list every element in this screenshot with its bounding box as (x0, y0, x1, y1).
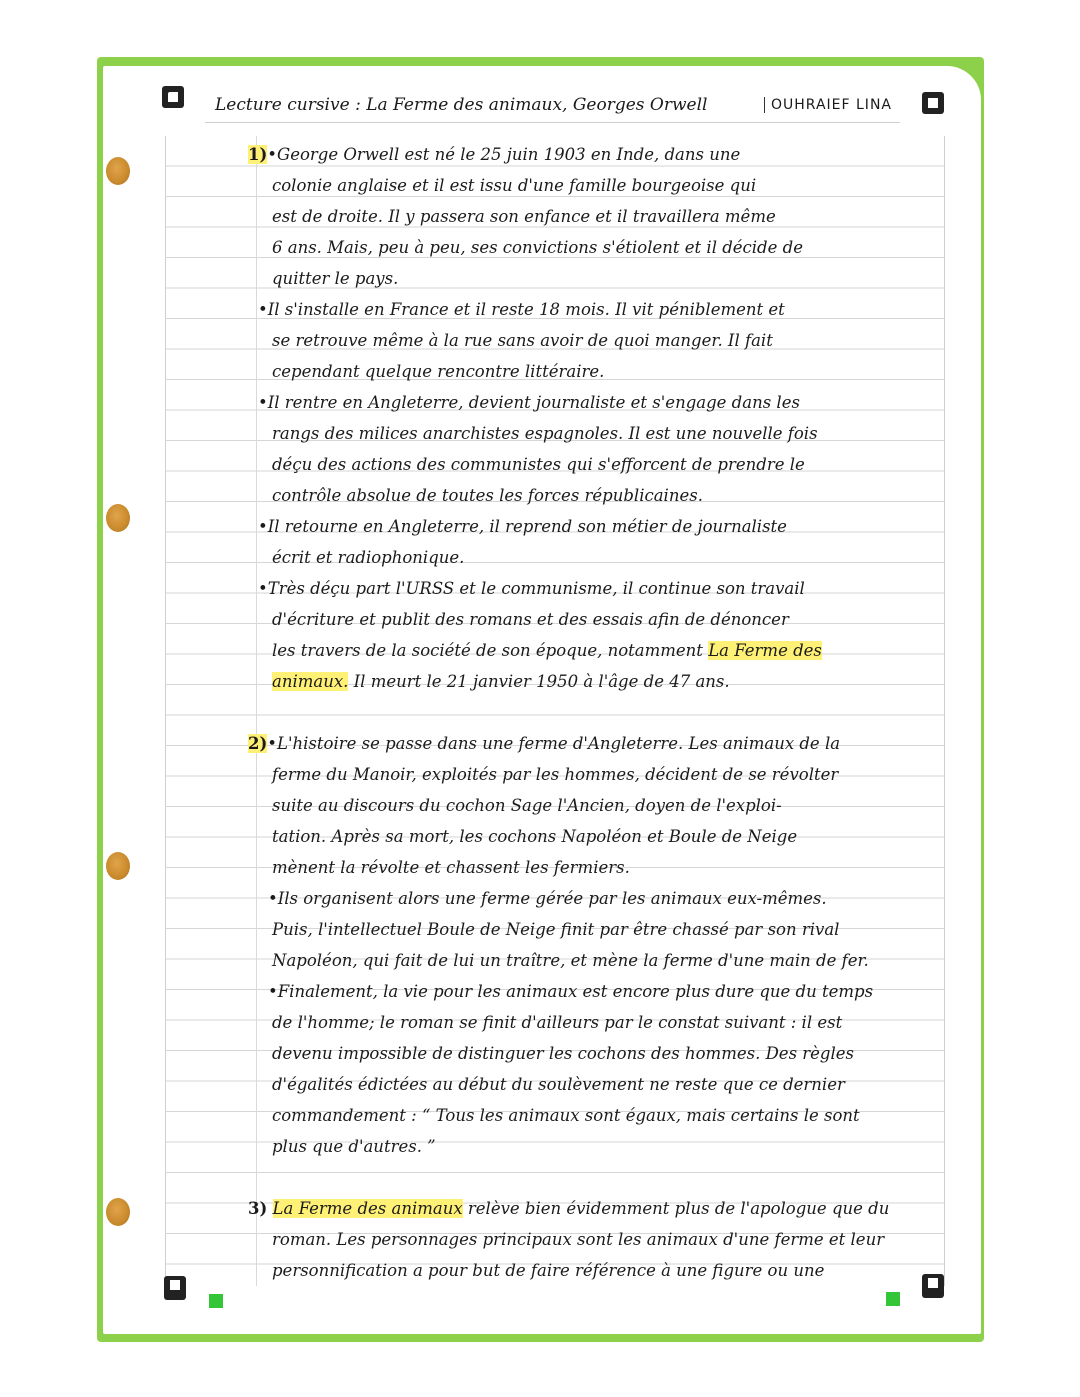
text-line: déçu des actions des communistes qui s'efforcent de prendre le (272, 455, 805, 474)
text-line: d'égalités édictées au début du soulèvement ne reste que ce dernier (272, 1075, 845, 1094)
page-header (205, 88, 900, 123)
text-line: 2)•L'histoire se passe dans une ferme d'Angleterre. Les animaux de la (248, 734, 841, 753)
text-line: •Il rentre en Angleterre, devient journaliste et s'engage dans les (258, 393, 800, 412)
text-line: personnification a pour but de faire référence à une figure ou une (272, 1261, 825, 1280)
page-title: Lecture cursive : La Ferme des animaux, Georges Orwell (215, 95, 708, 115)
corner-marker-top-right-icon (922, 92, 944, 114)
text-line: •Il s'installe en France et il reste 18 mois. Il vit péniblement et (258, 300, 785, 319)
text-line: devenu impossible de distinguer les cochons des hommes. Des règles (272, 1044, 855, 1063)
text-line: •Finalement, la vie pour les animaux est encore plus dure que du temps (268, 982, 874, 1001)
text-line: mènent la révolte et chassent les fermiers. (272, 858, 630, 877)
binder-hole (106, 504, 130, 532)
text-line: ferme du Manoir, exploités par les hommes, décident de se révolter (272, 765, 839, 784)
binder-hole (106, 1198, 130, 1226)
text-line: •Très déçu part l'URSS et le communisme, il continue son travail (258, 579, 805, 598)
text-line: les travers de la société de son époque, notamment La Ferme des (272, 641, 822, 660)
text-line: se retrouve même à la rue sans avoir de quoi manger. Il fait (272, 331, 773, 350)
text-line: colonie anglaise et il est issu d'une famille bourgeoise qui (272, 176, 757, 195)
text-line: contrôle absolue de toutes les forces républicaines. (272, 486, 703, 505)
binder-hole (106, 852, 130, 880)
text-line: Puis, l'intellectuel Boule de Neige finit par être chassé par son rival (272, 920, 840, 939)
text-line: animaux. Il meurt le 21 janvier 1950 à l'âge de 47 ans. (272, 672, 730, 691)
text-line: est de droite. Il y passera son enfance et il travaillera même (272, 207, 776, 226)
corner-marker-top-left-icon (162, 86, 184, 108)
text-line: d'écriture et publit des romans et des essais afin de dénoncer (272, 610, 789, 629)
text-line: plus que d'autres. ” (272, 1137, 436, 1156)
text-line: •Il retourne en Angleterre, il reprend son métier de journaliste (258, 517, 787, 536)
margin-line (256, 136, 257, 1286)
text-line: roman. Les personnages principaux sont les animaux d'une ferme et leur (272, 1230, 885, 1249)
text-line: de l'homme; le roman se finit d'ailleurs par le constat suivant : il est (272, 1013, 843, 1032)
green-square-icon (209, 1294, 223, 1308)
text-line: écrit et radiophonique. (272, 548, 465, 567)
text-line: 6 ans. Mais, peu à peu, ses convictions s'étiolent et il décide de (272, 238, 803, 257)
student-name: OUHRAIEF LINA (764, 97, 892, 113)
text-line: quitter le pays. (272, 269, 399, 288)
text-line: 1)•George Orwell est né le 25 juin 1903 en Inde, dans une (248, 145, 741, 164)
text-line: tation. Après sa mort, les cochons Napoléon et Boule de Neige (272, 827, 798, 846)
text-line: •Ils organisent alors une ferme gérée par les animaux eux-mêmes. (268, 889, 827, 908)
text-line: Napoléon, qui fait de lui un traître, et mène la ferme d'une main de fer. (272, 951, 869, 970)
text-line: suite au discours du cochon Sage l'Ancien, doyen de l'exploi- (272, 796, 782, 815)
text-line: cependant quelque rencontre littéraire. (272, 362, 605, 381)
text-line: rangs des milices anarchistes espagnoles. Il est une nouvelle fois (272, 424, 818, 443)
binder-hole (106, 157, 130, 185)
text-line: commandement : “ Tous les animaux sont égaux, mais certains le sont (272, 1106, 860, 1125)
green-square-icon (886, 1292, 900, 1306)
text-line: 3) La Ferme des animaux relève bien évidemment plus de l'apologue que du (248, 1199, 890, 1218)
corner-marker-bottom-left-icon (164, 1276, 186, 1300)
corner-marker-bottom-right-icon (922, 1274, 944, 1298)
